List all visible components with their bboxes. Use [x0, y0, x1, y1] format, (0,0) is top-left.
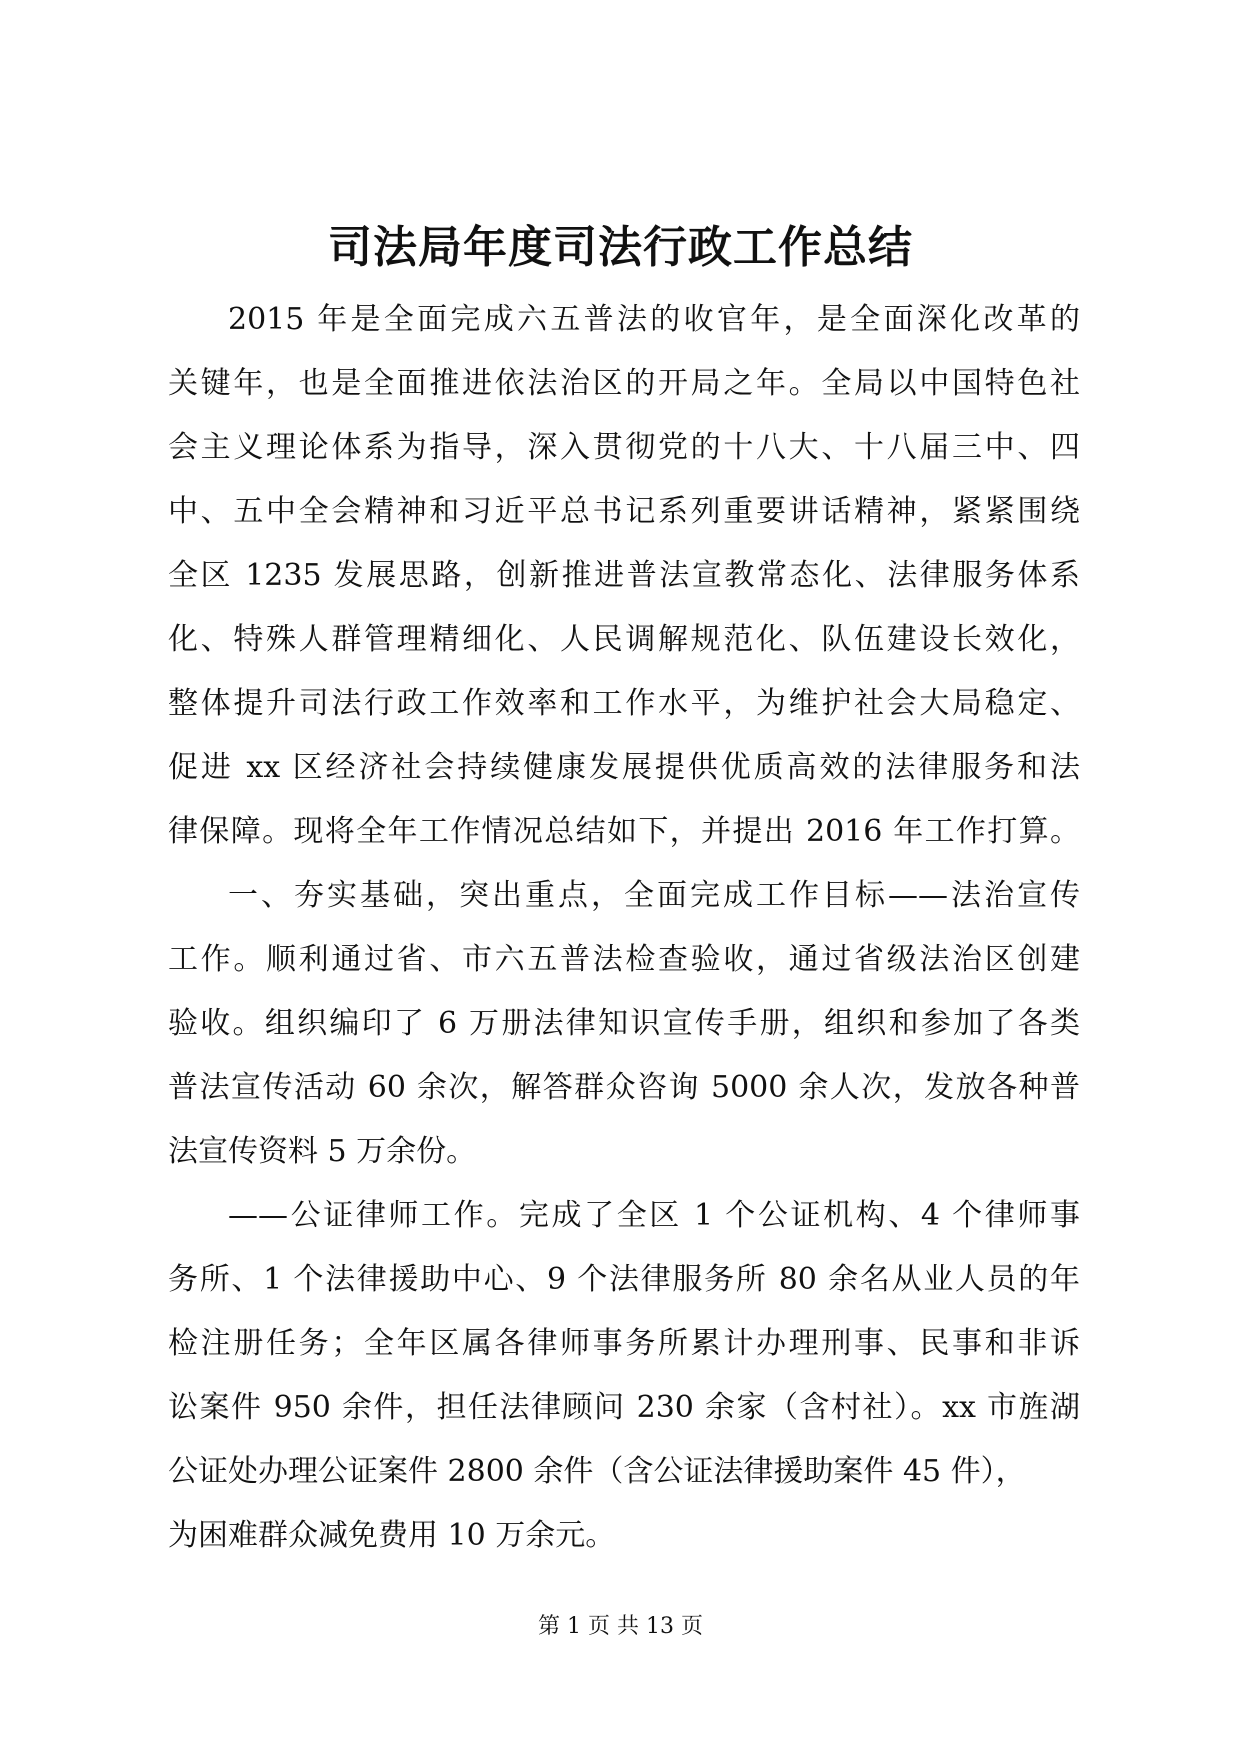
paragraph-line: 普法宣传活动 60 余次，解答群众咨询 5000 余人次，发放各种普: [168, 1070, 1080, 1105]
paragraph-line: 检注册任务；全年区属各律师事务所累计办理刑事、民事和非诉: [168, 1326, 1080, 1361]
paragraph-line: 为困难群众减免费用 10 万余元。: [168, 1518, 616, 1553]
paragraph-line: 一、夯实基础，突出重点，全面完成工作目标——法治宣传: [228, 878, 1080, 913]
paragraph-line: 全区 1235 发展思路，创新推进普法宣教常态化、法律服务体系: [168, 558, 1080, 593]
paragraph-line: 化、特殊人群管理精细化、人民调解规范化、队伍建设长效化，: [168, 622, 1080, 657]
paragraph-line: 工作。顺利通过省、市六五普法检查验收，通过省级法治区创建: [168, 942, 1080, 977]
paragraph-line: 关键年，也是全面推进依法治区的开局之年。全局以中国特色社: [168, 366, 1080, 401]
paragraph-line: 律保障。现将全年工作情况总结如下，并提出 2016 年工作打算。: [168, 814, 1080, 849]
paragraph-line: 促进 xx 区经济社会持续健康发展提供优质高效的法律服务和法: [168, 750, 1080, 785]
document-body: [168, 288, 1080, 1568]
paragraph-line: 验收。组织编印了 6 万册法律知识宣传手册，组织和参加了各类: [168, 1006, 1080, 1041]
paragraph-line: 会主义理论体系为指导，深入贯彻党的十八大、十八届三中、四: [168, 430, 1080, 465]
paragraph-line: 法宣传资料 5 万余份。: [168, 1134, 477, 1169]
paragraph-line: 公证处办理公证案件 2800 余件（含公证法律援助案件 45 件），: [168, 1454, 1026, 1489]
paragraph-2: [168, 864, 1080, 1184]
paragraph-line: 2015 年是全面完成六五普法的收官年，是全面深化改革的: [228, 302, 1080, 337]
page-footer: 第 1 页 共 13 页: [538, 1614, 703, 1639]
document-title: 司法局年度司法行政工作总结: [328, 222, 913, 273]
paragraph-1: [168, 288, 1080, 864]
paragraph-line: 务所、1 个法律援助中心、9 个法律服务所 80 余名从业人员的年: [168, 1262, 1080, 1297]
paragraph-3: [168, 1184, 1080, 1568]
paragraph-line: 整体提升司法行政工作效率和工作水平，为维护社会大局稳定、: [168, 686, 1080, 721]
paragraph-line: 中、五中全会精神和习近平总书记系列重要讲话精神，紧紧围绕: [168, 494, 1080, 529]
paragraph-line: 讼案件 950 余件，担任法律顾问 230 余家（含村社）。xx 市旌湖: [168, 1390, 1080, 1425]
paragraph-line: ——公证律师工作。完成了全区 1 个公证机构、4 个律师事: [228, 1198, 1080, 1233]
